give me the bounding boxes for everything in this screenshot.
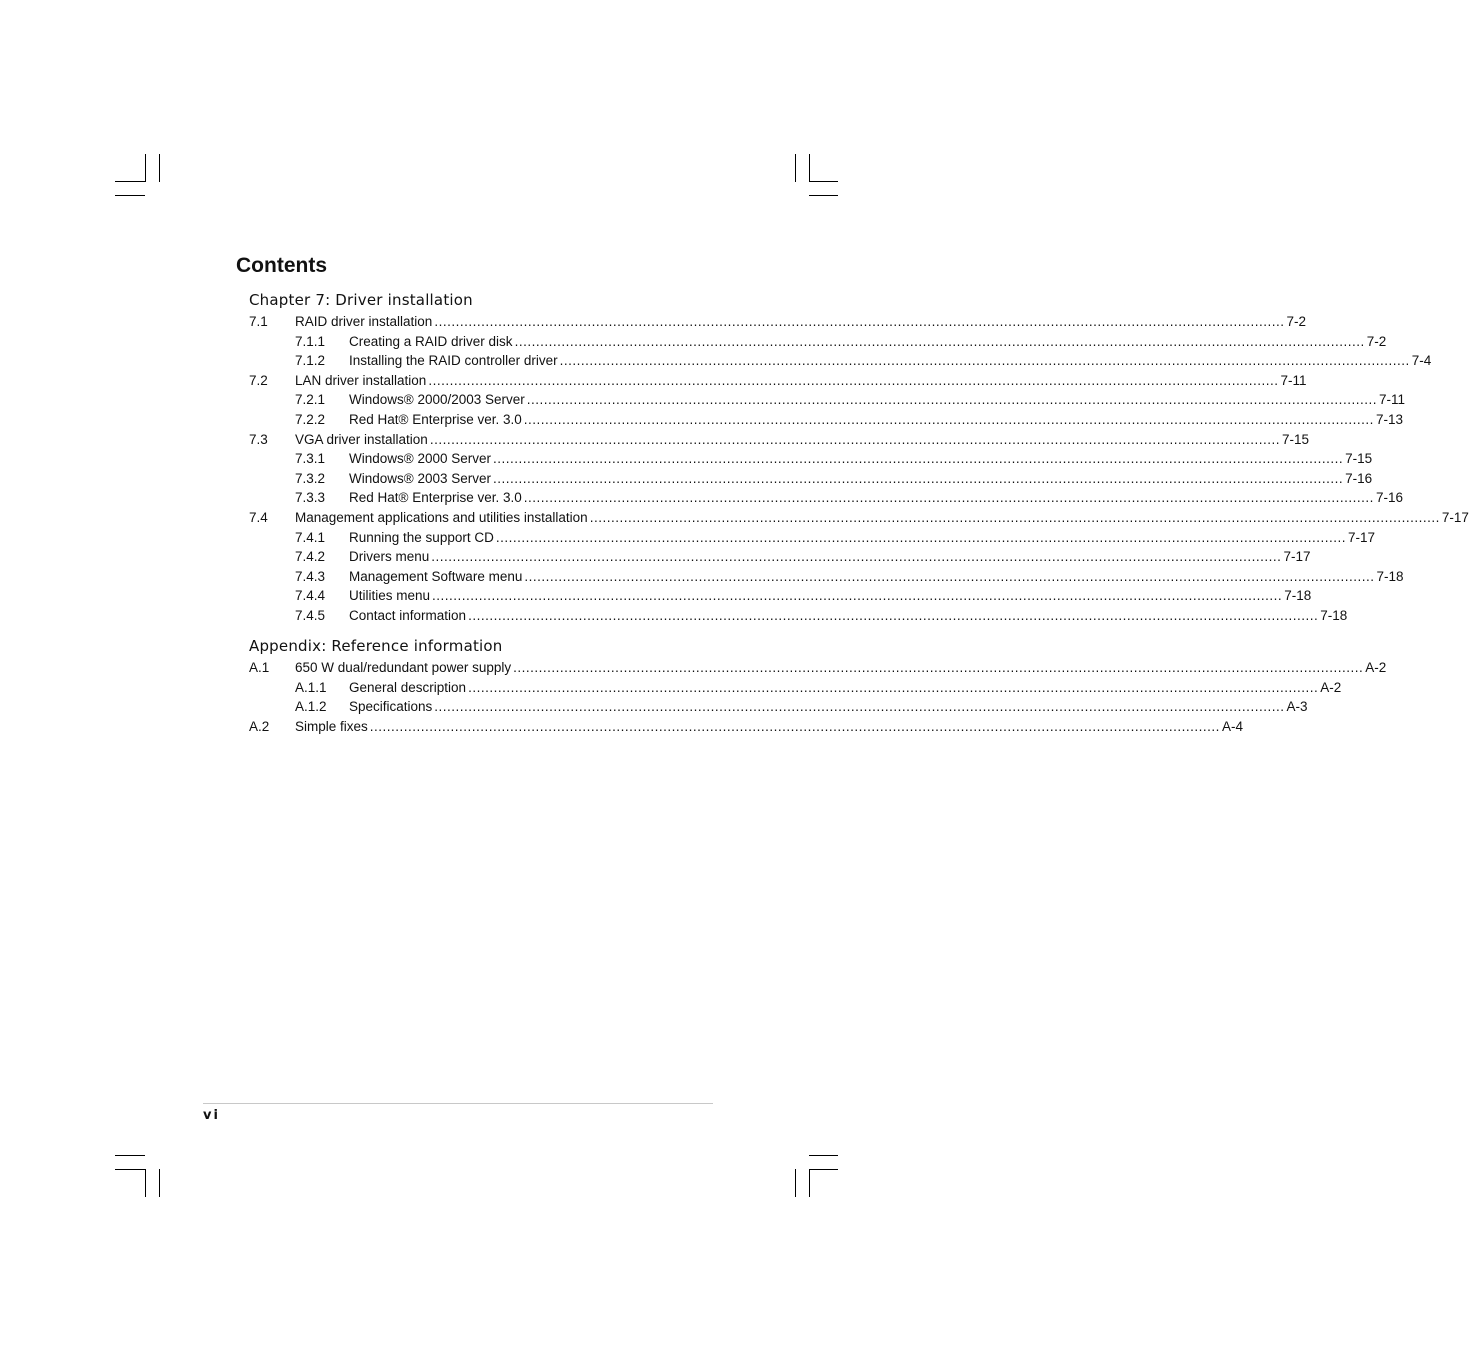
dot-leader: ........................................................................................................................................................................................................	[523, 490, 1374, 506]
toc-entry[interactable]	[249, 410, 1403, 429]
dot-leader: ........................................................................................................................................................................................................	[589, 510, 1440, 525]
toc-entry[interactable]	[249, 332, 1387, 351]
toc-entry-label: Creating a RAID driver disk	[349, 333, 513, 349]
toc-entry-page: 7-11	[1280, 372, 1307, 388]
dot-leader: ........................................................................................................................................................................................................	[468, 608, 1319, 623]
dot-leader: ........................................................................................................................................................................................................	[493, 451, 1344, 467]
toc-entry[interactable]	[249, 678, 1342, 697]
toc-entry-label: VGA driver installation	[295, 431, 428, 447]
dot-leader: ........................................................................................................................................................................................................	[431, 549, 1282, 565]
toc-entry-label: Windows® 2003 Server	[349, 470, 492, 486]
toc-entry-number: 7.3.2	[295, 470, 326, 486]
crop-mark	[115, 1155, 145, 1156]
toc-entry[interactable]	[249, 508, 1469, 527]
dot-leader: ........................................................................................................................................................................................................	[523, 412, 1374, 427]
dot-leader: ........................................................................................................................................................................................................	[434, 699, 1285, 715]
toc-entry-number: A.1	[249, 660, 270, 675]
toc-entry[interactable]	[249, 488, 1403, 507]
dot-leader: ........................................................................................................................................................................................................	[432, 588, 1283, 604]
toc-entry-label: Installing the RAID controller driver	[349, 353, 558, 369]
toc-entry-number: 7.2.1	[295, 392, 326, 408]
toc-entry-number: 7.4.3	[295, 568, 326, 584]
toc-entry-page: 7-16	[1375, 490, 1403, 506]
toc-entry-page: 7-11	[1378, 392, 1405, 408]
section-heading: Appendix: Reference information	[249, 637, 503, 655]
toc-entry[interactable]	[249, 449, 1373, 468]
toc-entry-label: Utilities menu	[349, 588, 431, 604]
toc-entry-page: 7-18	[1320, 608, 1348, 623]
toc-entry-page: A-4	[1221, 718, 1243, 734]
toc-entry[interactable]	[249, 547, 1311, 566]
toc-entry[interactable]	[249, 312, 1306, 331]
toc-entry[interactable]	[249, 567, 1404, 586]
crop-mark	[809, 154, 810, 182]
toc-entry[interactable]	[249, 528, 1376, 547]
toc-entry-number: 7.4	[249, 510, 268, 525]
page-title: Contents	[236, 254, 327, 277]
toc-entry-page: 7-17	[1441, 510, 1469, 525]
toc-entry[interactable]	[249, 351, 1432, 370]
crop-mark	[809, 181, 838, 182]
toc-entry-number: A.2	[249, 718, 270, 734]
toc-entry-page: A-3	[1286, 699, 1308, 715]
toc-entry-number: 7.3.1	[295, 451, 326, 467]
toc-entry-page: 7-13	[1375, 412, 1403, 427]
crop-mark	[809, 1155, 838, 1156]
crop-mark	[795, 1169, 796, 1197]
page-number: vi	[203, 1108, 220, 1123]
toc-entry[interactable]	[249, 658, 1387, 677]
toc-entry[interactable]	[249, 430, 1309, 449]
dot-leader: ........................................................................................................................................................................................................	[369, 718, 1220, 734]
toc-entry-label: Management applications and utilities installation	[295, 510, 588, 525]
toc-entry-label: 650 W dual/redundant power supply	[295, 660, 512, 675]
toc-entry-number: 7.1.2	[295, 353, 326, 369]
dot-leader: ........................................................................................................................................................................................................	[493, 470, 1344, 486]
toc-entry[interactable]	[249, 586, 1312, 605]
footer-rule	[203, 1103, 713, 1104]
toc-entry-number: 7.1	[249, 314, 268, 329]
toc-entry-label: Windows® 2000 Server	[349, 451, 492, 467]
toc-entry[interactable]	[249, 469, 1373, 488]
toc-entry-label: Management Software menu	[349, 568, 523, 584]
toc-entry-number: A.1.1	[295, 679, 327, 695]
crop-mark	[809, 1169, 810, 1197]
dot-leader: ........................................................................................................................................................................................................	[468, 679, 1319, 695]
toc-entry-label: Simple fixes	[295, 718, 368, 734]
toc-entry-number: 7.1.1	[295, 333, 326, 349]
toc-entry-page: 7-2	[1366, 333, 1387, 349]
dot-leader: ........................................................................................................................................................................................................	[514, 333, 1365, 349]
toc-entry-number: 7.2	[249, 372, 268, 388]
toc-entry-number: 7.2.2	[295, 412, 326, 427]
crop-mark	[115, 181, 145, 182]
toc-entry-label: Specifications	[349, 699, 433, 715]
toc-entry[interactable]	[249, 606, 1348, 625]
toc-entry-page: 7-17	[1348, 529, 1376, 545]
toc-entry[interactable]	[249, 717, 1243, 736]
crop-mark	[159, 154, 160, 182]
dot-leader: ........................................................................................................................................................................................................	[428, 372, 1279, 388]
toc-entry-label: Red Hat® Enterprise ver. 3.0	[349, 412, 522, 427]
dot-leader: ........................................................................................................................................................................................................	[434, 314, 1285, 329]
toc-entry-number: A.1.2	[295, 699, 327, 715]
toc-entry-page: A-2	[1320, 679, 1342, 695]
toc-entry-page: 7-18	[1376, 568, 1404, 584]
toc-entry-page: 7-18	[1284, 588, 1312, 604]
toc-entry-page: 7-15	[1281, 431, 1309, 447]
toc-entry[interactable]	[249, 697, 1308, 716]
crop-mark	[159, 1169, 160, 1197]
crop-mark	[115, 1169, 145, 1170]
toc-entry-page: 7-4	[1411, 353, 1432, 369]
crop-mark	[809, 195, 838, 196]
toc-entry-page: 7-15	[1345, 451, 1373, 467]
toc-entry-page: A-2	[1365, 660, 1387, 675]
toc-entry-label: Running the support CD	[349, 529, 494, 545]
toc-entry-label: Windows® 2000/2003 Server	[349, 392, 525, 408]
toc-entry-label: RAID driver installation	[295, 314, 433, 329]
toc-entry[interactable]	[249, 371, 1307, 390]
toc-entry-number: 7.4.4	[295, 588, 326, 604]
toc-entry-label: General description	[349, 679, 467, 695]
dot-leader: ........................................................................................................................................................................................................	[495, 529, 1346, 545]
toc-entry[interactable]	[249, 390, 1405, 409]
toc-entry-number: 7.4.1	[295, 529, 326, 545]
toc-entry-label: Contact information	[349, 608, 467, 623]
dot-leader: ........................................................................................................................................................................................................	[513, 660, 1364, 675]
toc-entry-number: 7.4.5	[295, 608, 326, 623]
toc-entry-label: LAN driver installation	[295, 372, 427, 388]
dot-leader: ........................................................................................................................................................................................................	[526, 392, 1377, 408]
crop-mark	[809, 1169, 838, 1170]
toc-entry-page: 7-2	[1286, 314, 1306, 329]
toc-entry-number: 7.3	[249, 431, 268, 447]
toc-entry-label: Red Hat® Enterprise ver. 3.0	[349, 490, 522, 506]
crop-mark	[145, 1169, 146, 1197]
crop-mark	[795, 154, 796, 182]
dot-leader: ........................................................................................................................................................................................................	[429, 431, 1280, 447]
crop-mark	[145, 154, 146, 182]
toc-entry-number: 7.3.3	[295, 490, 326, 506]
toc-entry-page: 7-16	[1345, 470, 1373, 486]
section-heading: Chapter 7: Driver installation	[249, 291, 473, 309]
toc-entry-number: 7.4.2	[295, 549, 326, 565]
toc-entry-label: Drivers menu	[349, 549, 430, 565]
dot-leader: ........................................................................................................................................................................................................	[524, 568, 1375, 584]
crop-mark	[115, 195, 145, 196]
dot-leader: ........................................................................................................................................................................................................	[559, 353, 1410, 369]
toc-entry-page: 7-17	[1283, 549, 1311, 565]
